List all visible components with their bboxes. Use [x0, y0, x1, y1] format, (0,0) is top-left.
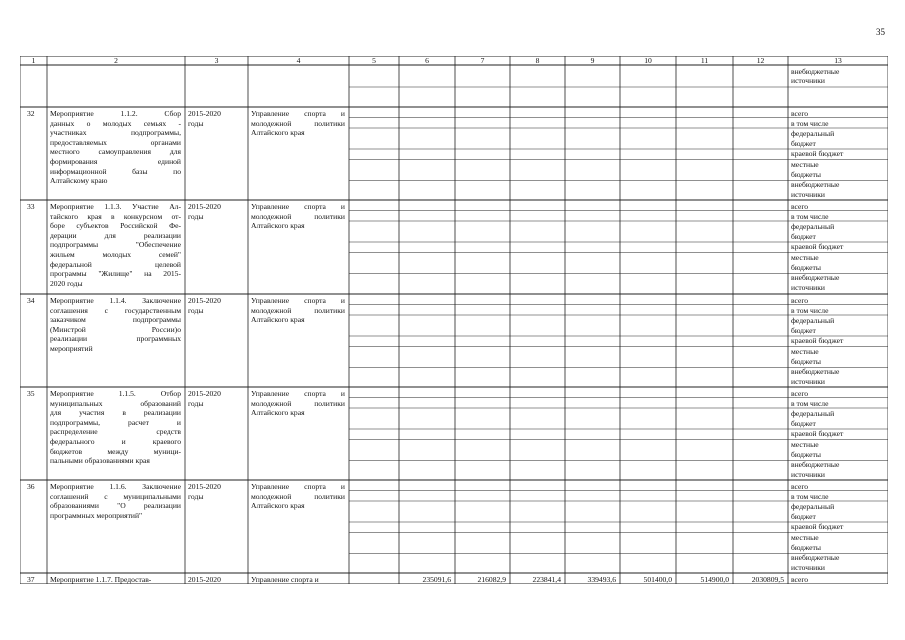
executor-line: Управление спорта и: [251, 296, 345, 305]
funding-source-line: бюджеты: [791, 356, 821, 366]
executor-line: Алтайского края: [251, 315, 305, 325]
measure-name-line: данных о молодых семьях -: [50, 118, 181, 128]
period-line: 2015-2020: [188, 109, 221, 118]
funding-source-line: в том числе: [791, 305, 829, 315]
column-header-3: 3: [214, 56, 219, 65]
measure-name-line: для участия в реализации: [50, 408, 181, 418]
funding-source-line: в том числе: [791, 398, 829, 408]
executor-line: молодежной политики: [251, 118, 345, 128]
measure-name-line: предоставляемых органами: [50, 137, 181, 147]
funding-source-line: федеральный: [791, 128, 835, 138]
funding-source-line: краевой бюджет: [791, 522, 844, 532]
period-line: 2015-2020: [188, 202, 221, 211]
funding-source-line: источники: [791, 470, 825, 480]
column-header-2: 2: [114, 56, 118, 65]
row-number: 37: [27, 574, 35, 584]
funding-source-line: источники: [791, 377, 825, 387]
funding-value: 339493,6: [587, 574, 616, 584]
funding-source-line: источники: [791, 190, 825, 200]
period-line: годы: [188, 491, 204, 501]
column-header-4: 4: [296, 56, 301, 65]
executor-line: Алтайского края: [251, 128, 305, 138]
row-number: 32: [27, 109, 35, 118]
funding-source-line: в том числе: [791, 118, 829, 128]
funding-source-line: краевой бюджет: [791, 149, 844, 159]
measure-name-line: распределение средств: [50, 427, 181, 437]
page-number: 35: [876, 27, 885, 37]
measure-name-line: формирования единой: [50, 157, 181, 166]
executor-line: Управление спорта и: [251, 109, 345, 118]
budget-table: [20, 56, 888, 584]
row-number: 33: [27, 202, 35, 211]
measure-name-line: Мероприятие 1.1.2. Сбор: [50, 109, 181, 118]
measure-name-line: местного самоуправления для: [50, 147, 181, 157]
executor-line: молодежной политики: [251, 305, 345, 315]
measure-name-line: соглашения с государственным: [50, 305, 181, 315]
funding-source-line: внебюджетные: [791, 366, 840, 376]
funding-value: 235091,6: [422, 574, 451, 584]
funding-source-line: местные: [791, 439, 819, 449]
funding-source-line: внебюджетные: [791, 272, 840, 282]
executor-line: Управление спорта и: [251, 389, 345, 398]
measure-name-line: образованиями "О реализации: [50, 501, 181, 511]
continuation-source-line: внебюджетные: [791, 67, 840, 76]
measure-name-line: Алтайскому краю: [50, 176, 108, 186]
funding-value: 501400,0: [643, 574, 672, 584]
executor-line: Управление спорта и: [251, 482, 345, 491]
funding-source-line: в том числе: [791, 211, 829, 221]
measure-name-line: Мероприятие 1.1.4. Заключение: [50, 296, 181, 305]
measure-name-line: муниципальных образований: [50, 398, 181, 408]
period-line: 2015-2020: [188, 296, 221, 305]
funding-source-line: местные: [791, 159, 819, 169]
measure-name-line: пальными образованиями края: [50, 456, 150, 466]
funding-source-line: бюджеты: [791, 449, 821, 459]
funding-source-line: бюджеты: [791, 169, 821, 179]
measure-name-line: Мероприятие 1.1.7. Предостав-: [50, 574, 152, 584]
measure-name-line: Мероприятие 1.1.3. Участие Ал-: [50, 202, 181, 211]
measure-name-line: участниках подпрограммы,: [50, 128, 181, 138]
column-header-9: 9: [590, 56, 595, 65]
measure-name-line: программы "Жилище" на 2015-: [50, 269, 181, 279]
column-header-8: 8: [535, 56, 540, 65]
executor-line: Управление спорта и: [251, 574, 319, 584]
column-header-5: 5: [372, 56, 376, 65]
measure-name-line: соглашений с муниципальными: [50, 491, 181, 501]
column-header-11: 11: [700, 56, 709, 65]
funding-source-line: федеральный: [791, 408, 835, 418]
measure-name-line: дерации для реализации: [50, 230, 181, 240]
period-line: 2015-2020: [188, 574, 221, 584]
executor-line: Алтайского края: [251, 501, 305, 511]
funding-source-line: внебюджетные: [791, 552, 840, 562]
period-line: 2015-2020: [188, 389, 221, 398]
funding-source-line: всего: [791, 388, 809, 398]
funding-source-line: всего: [791, 481, 809, 491]
measure-name-line: бюджетов между муници-: [50, 446, 181, 456]
funding-source-line: бюджет: [791, 419, 816, 429]
funding-source-line: местные: [791, 346, 819, 356]
executor-line: молодежной политики: [251, 211, 345, 221]
funding-source-line: источники: [791, 283, 825, 293]
measure-name-line: (Минстрой России)о: [50, 324, 181, 334]
period-line: годы: [188, 398, 204, 408]
continuation-source-line: источники: [791, 76, 825, 85]
funding-source-line: бюджеты: [791, 542, 821, 552]
executor-line: молодежной политики: [251, 398, 345, 408]
funding-source-line: бюджеты: [791, 262, 821, 272]
funding-source-line: в том числе: [791, 491, 829, 501]
funding-value: 514900,0: [700, 574, 729, 584]
funding-source-line: источники: [791, 563, 825, 573]
column-header-6: 6: [425, 56, 429, 65]
measure-name-line: реализации программных: [50, 334, 181, 344]
funding-source-line: местные: [791, 532, 819, 542]
funding-source-line: бюджет: [791, 139, 816, 149]
funding-value: 2030809,5: [751, 574, 784, 584]
measure-name-line: заказчиком подпрограммы: [50, 315, 181, 325]
funding-source-line: краевой бюджет: [791, 336, 844, 346]
measure-name-line: боре субъектов Российской Фе-: [50, 221, 181, 231]
measure-name-line: 2020 годы: [50, 278, 83, 288]
measure-name-line: Мероприятие 1.1.5. Отбор: [50, 389, 181, 398]
funding-source-line: всего: [791, 574, 809, 584]
funding-source-line: внебюджетные: [791, 459, 840, 469]
measure-name-line: программных мероприятий": [50, 510, 143, 520]
funding-source-line: краевой бюджет: [791, 429, 844, 439]
period-line: 2015-2020: [188, 482, 221, 491]
funding-source-line: бюджет: [791, 512, 816, 522]
funding-source-line: всего: [791, 108, 809, 118]
executor-line: Управление спорта и: [251, 202, 345, 211]
funding-source-line: местные: [791, 252, 819, 262]
measure-name-line: подпрограммы, расчет и: [50, 417, 181, 427]
measure-name-line: тайского края в конкурсном от-: [50, 211, 181, 221]
funding-source-line: всего: [791, 295, 809, 305]
row-number: 34: [27, 296, 35, 305]
executor-line: молодежной политики: [251, 491, 345, 501]
funding-source-line: краевой бюджет: [791, 242, 844, 252]
funding-source-line: всего: [791, 201, 809, 211]
row-number: 35: [27, 389, 35, 398]
period-line: годы: [188, 211, 204, 221]
measure-name-line: информационной базы по: [50, 166, 181, 176]
row-number: 36: [27, 482, 35, 491]
period-line: годы: [188, 305, 204, 315]
funding-source-line: бюджет: [791, 326, 816, 336]
column-header-12: 12: [756, 56, 765, 65]
column-header-13: 13: [834, 56, 842, 65]
column-header-1: 1: [31, 56, 36, 65]
column-header-10: 10: [644, 56, 652, 65]
funding-value: 216082,9: [477, 574, 506, 584]
funding-source-line: федеральный: [791, 315, 835, 325]
funding-source-line: внебюджетные: [791, 179, 840, 189]
executor-line: Алтайского края: [251, 221, 305, 231]
measure-name-line: федерального и краевого: [50, 437, 181, 446]
period-line: годы: [188, 118, 204, 128]
funding-source-line: федеральный: [791, 501, 835, 511]
funding-value: 223841,4: [532, 574, 561, 584]
measure-name-line: жильем молодых семей": [50, 250, 181, 259]
funding-source-line: федеральный: [791, 221, 835, 231]
column-header-7: 7: [480, 56, 485, 65]
measure-name-line: мероприятий: [50, 344, 93, 353]
measure-name-line: подпрограммы "Обеспечение: [50, 240, 181, 250]
measure-name-line: Мероприятие 1.1.6. Заключение: [50, 482, 181, 491]
funding-source-line: бюджет: [791, 232, 816, 242]
measure-name-line: федеральной целевой: [50, 259, 181, 269]
executor-line: Алтайского края: [251, 408, 305, 418]
